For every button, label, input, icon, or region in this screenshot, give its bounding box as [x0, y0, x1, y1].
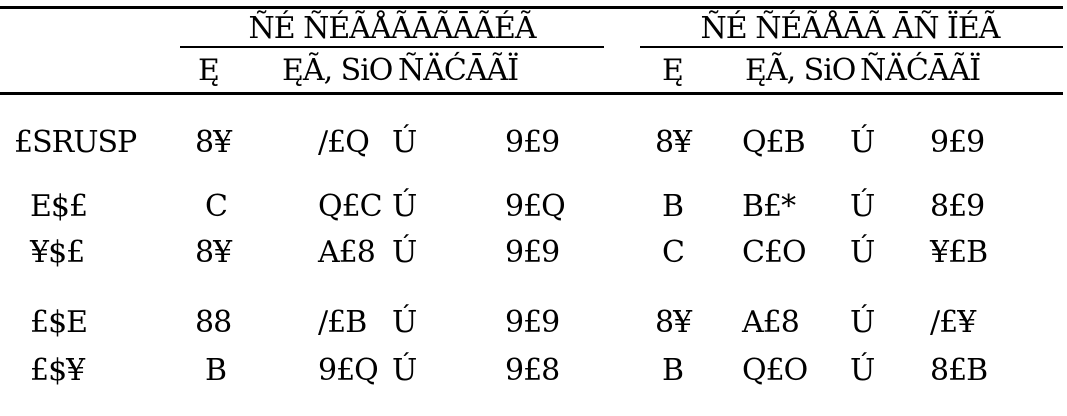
table-cell: Ú	[850, 235, 875, 270]
table-cell: Ú	[392, 353, 417, 388]
table-cell: 9£9	[930, 125, 985, 160]
group1-underline	[180, 46, 604, 48]
group2-title: ÑÉ ÑÉÃÅĀÃ ĀÑ ÏÉÃ	[700, 11, 1000, 46]
table-cell: Ú	[392, 305, 417, 340]
table-cell: C£O	[742, 235, 806, 270]
row-label: ¥$£	[30, 235, 85, 270]
table-cell: Ú	[850, 353, 875, 388]
table-cell: 9£9	[505, 305, 560, 340]
table-cell: 9£Q	[505, 189, 565, 224]
group2-underline	[640, 46, 1063, 48]
table-cell: B	[205, 353, 227, 388]
g1-col-2: ĘÃ, SiO	[282, 53, 393, 88]
table-cell: 8¥	[195, 235, 232, 270]
g2-col-2: ĘÃ, SiO	[745, 53, 856, 88]
table-cell: 8¥	[195, 125, 232, 160]
table-cell: Ú	[850, 305, 875, 340]
table-cell: Ú	[392, 235, 417, 270]
row-label: £$¥	[30, 353, 85, 388]
table-cell: 9£Q	[318, 353, 378, 388]
table-cell: Ú	[392, 189, 417, 224]
row-label: £$E	[30, 305, 88, 340]
table-cell: Ú	[850, 125, 875, 160]
table-cell: Q£O	[742, 353, 808, 388]
table-cell: Q£B	[742, 125, 805, 160]
table-cell: C	[662, 235, 684, 270]
g2-col-3: ÑÄĆĀÃÏ	[860, 53, 981, 88]
group1-title: ÑÉ ÑÉÃÅÃĀÃĀÃÉÃ	[248, 11, 536, 46]
table-cell: B	[662, 189, 684, 224]
table-cell: C	[205, 189, 227, 224]
table-cell: 9£9	[505, 235, 560, 270]
table-cell: Q£C	[318, 189, 382, 224]
table-cell: ¥£B	[930, 235, 988, 270]
table-cell: B£*	[742, 189, 796, 224]
table-cell: /£B	[318, 305, 367, 340]
table-cell: /£¥	[930, 305, 976, 340]
table-cell: 8¥	[655, 125, 692, 160]
table-top-rule	[0, 6, 1063, 9]
table-cell: Ú	[392, 125, 417, 160]
g1-col-3: ÑÄĆĀÃÏ	[398, 53, 519, 88]
g2-col-1: Ę	[662, 53, 683, 88]
table-cell: 88	[195, 305, 232, 340]
g1-col-1: Ę	[198, 53, 219, 88]
table-cell: A£8	[742, 305, 799, 340]
table-cell: Ú	[850, 189, 875, 224]
table-cell: 8¥	[655, 305, 692, 340]
table-cell: 9£8	[505, 353, 560, 388]
table-cell: /£Q	[318, 125, 369, 160]
row-label: E$£	[30, 189, 88, 224]
row-label: £SRUSP	[14, 125, 137, 160]
table-cell: B	[662, 353, 684, 388]
header-bottom-rule	[0, 92, 1063, 95]
table-cell: 9£9	[505, 125, 560, 160]
table-cell: A£8	[318, 235, 375, 270]
table-cell: 8£B	[930, 353, 988, 388]
table-cell: 8£9	[930, 189, 985, 224]
